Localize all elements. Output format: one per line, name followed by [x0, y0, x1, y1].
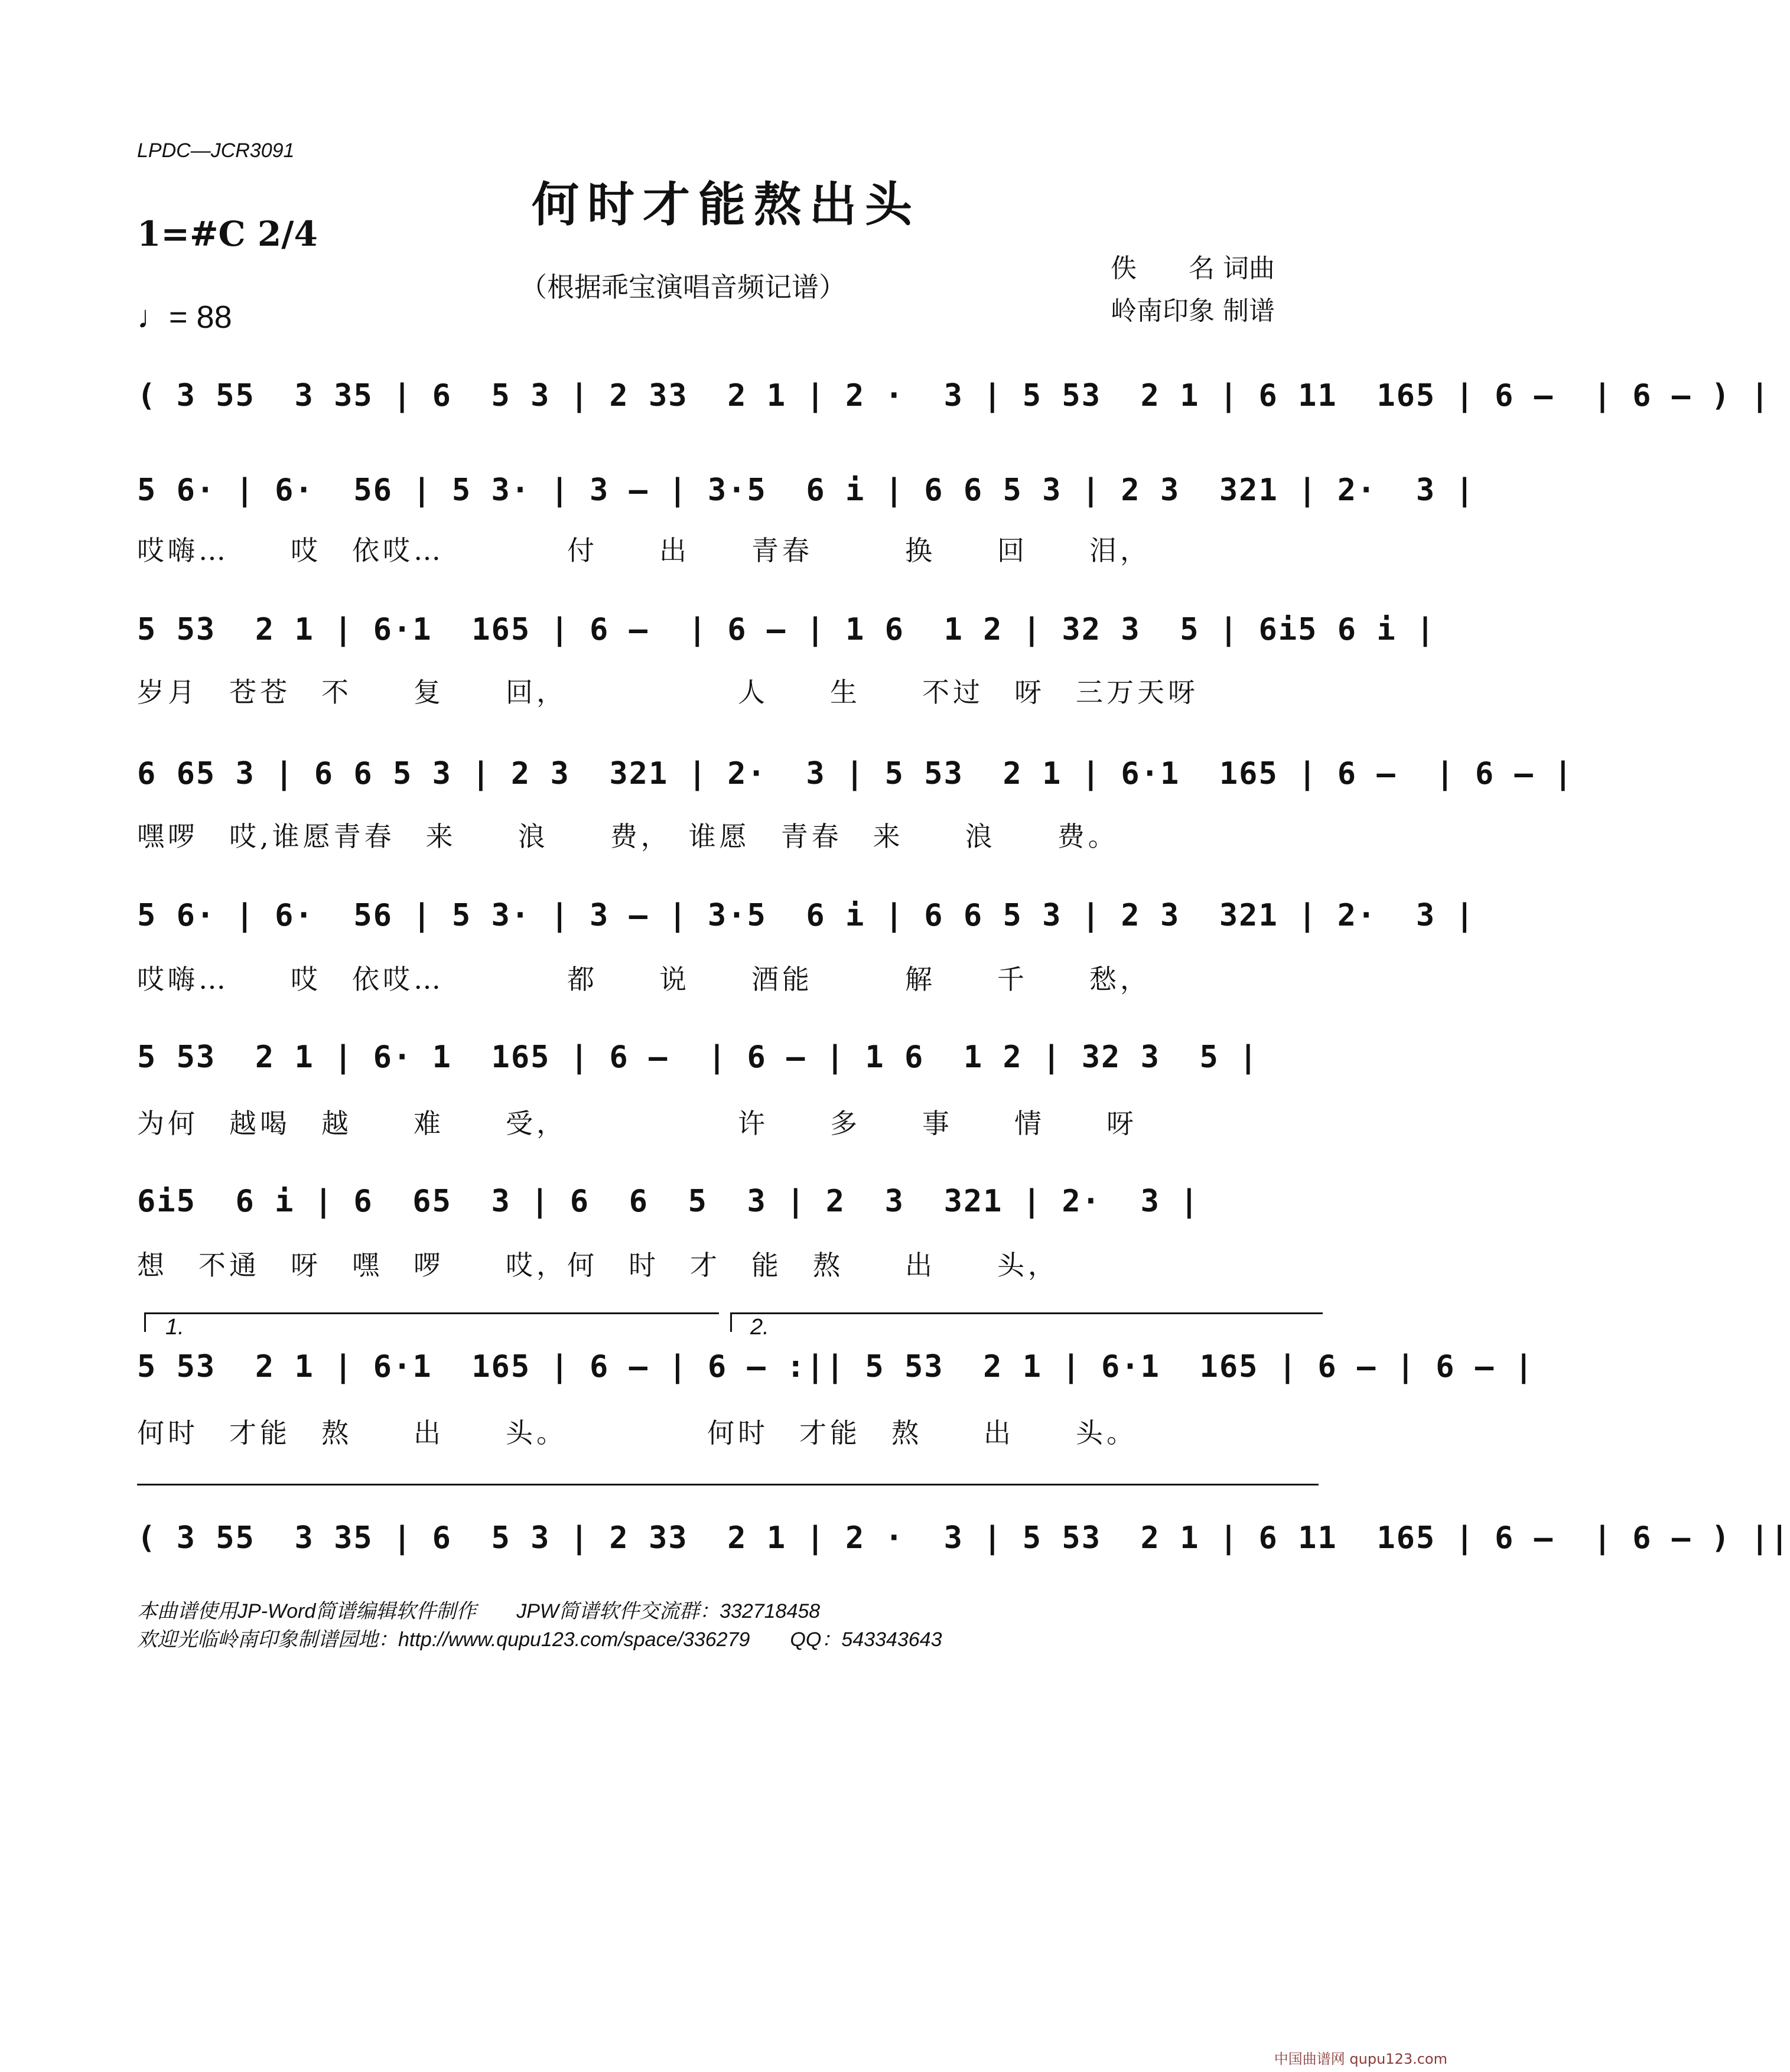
- key-signature: 1=#C 2/4: [137, 214, 318, 254]
- score-line-2-notes: 5 6· | 6· 56 | 5 3· | 3 – | 3·5 6 i | 6 6 5 3 | 2 3 321 | 2· 3 |: [137, 473, 1475, 508]
- score-line-3-lyrics: 岁月 苍苍 不 复 回， 人 生 不过 呀 三万天呀: [137, 676, 1199, 708]
- score-line-8-notes: 5 53 2 1 | 6·1 165 | 6 – | 6 – :|| 5 53 2 1 | 6·1 165 | 6 – | 6 – |: [137, 1349, 1534, 1384]
- song-subtitle: （根据乖宝演唱音频记谱）: [520, 271, 846, 303]
- score-line-9-notes: ( 3 55 3 35 | 6 5 3 | 2 33 2 1 | 2 · 3 | 5 53 2 1 | 6 11 165 | 6 – | 6 – ) ||: [137, 1520, 1790, 1556]
- first-ending-bracket: [144, 1312, 719, 1332]
- coda-line: [137, 1484, 1319, 1485]
- score-line-4-lyrics: 嘿啰 哎,谁愿青春 来 浪 费， 谁愿 青春 来 浪 费。: [137, 820, 1119, 852]
- second-ending-bracket: [730, 1312, 1323, 1332]
- score-line-4-notes: 6 65 3 | 6 6 5 3 | 2 3 321 | 2· 3 | 5 53 2 1 | 6·1 165 | 6 – | 6 – |: [137, 756, 1574, 791]
- first-ending-label: 1.: [165, 1315, 184, 1340]
- footer-website-note: 欢迎光临岭南印象制谱园地：http://www.qupu123.com/space/336279 QQ：543343643: [137, 1628, 942, 1651]
- score-line-5-lyrics: 哎嗨… 哎 依哎… 都 说 酒能 解 千 愁，: [137, 963, 1151, 995]
- song-title: 何时才能熬出头: [532, 177, 920, 232]
- score-line-3-notes: 5 53 2 1 | 6·1 165 | 6 – | 6 – | 1 6 1 2 | 32 3 5 | 6i5 6 i |: [137, 612, 1436, 647]
- score-line-6-notes: 5 53 2 1 | 6· 1 165 | 6 – | 6 – | 1 6 1 2 | 32 3 5 |: [137, 1040, 1259, 1075]
- score-line-2-lyrics: 哎嗨… 哎 依哎… 付 出 青春 换 回 泪，: [137, 535, 1151, 566]
- score-line-1-notes: ( 3 55 3 35 | 6 5 3 | 2 33 2 1 | 2 · 3 | 5 53 2 1 | 6 11 165 | 6 – | 6 – ) |: [137, 378, 1771, 413]
- score-line-5-notes: 5 6· | 6· 56 | 5 3· | 3 – | 3·5 6 i | 6 6 5 3 | 2 3 321 | 2· 3 |: [137, 898, 1475, 933]
- document-code: LPDC—JCR3091: [137, 139, 295, 162]
- score-line-7-lyrics: 想 不通 呀 嘿 啰 哎，何 时 才 能 熬 出 头，: [137, 1249, 1059, 1281]
- score-line-7-notes: 6i5 6 i | 6 65 3 | 6 6 5 3 | 2 3 321 | 2· 3 |: [137, 1184, 1200, 1219]
- second-ending-label: 2.: [750, 1315, 769, 1340]
- credit-lyrics-music: 佚 名 词曲: [1111, 253, 1275, 284]
- site-watermark: 中国曲谱网 qupu123.com: [1274, 2051, 1447, 2067]
- footer-software-note: 本曲谱使用JP-Word简谱编辑软件制作 JPW简谱软件交流群：332718458: [137, 1600, 821, 1623]
- score-line-8-lyrics: 何时 才能 熬 出 头。 何时 才能 熬 出 头。: [137, 1417, 1137, 1449]
- credit-arranger: 岭南印象 制谱: [1111, 296, 1275, 326]
- tempo-marking: ♩= 88: [137, 299, 232, 335]
- score-line-6-lyrics: 为何 越喝 越 难 受， 许 多 事 情 呀: [137, 1107, 1137, 1139]
